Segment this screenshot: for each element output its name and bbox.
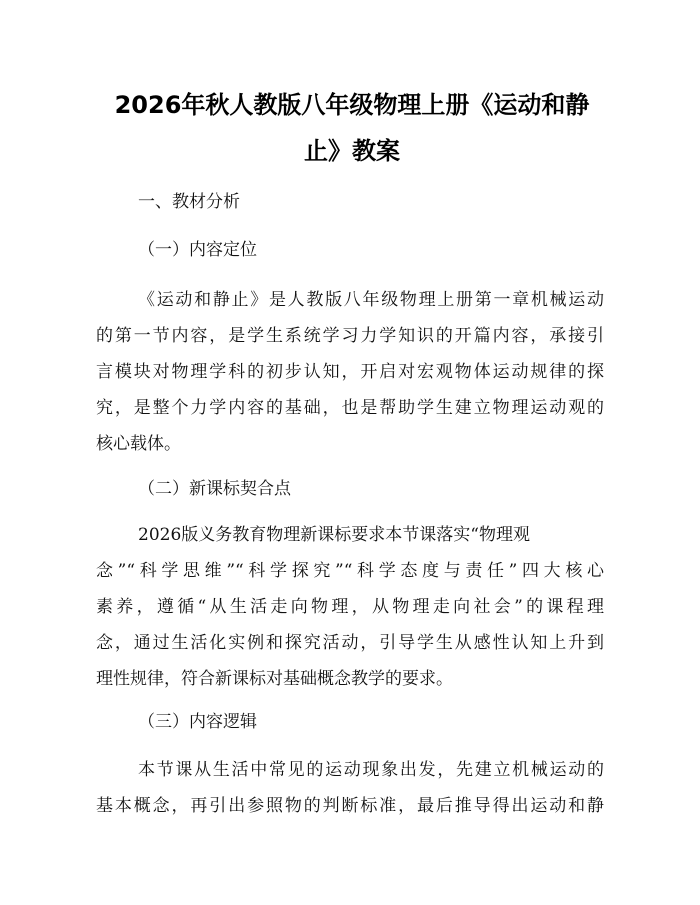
paragraph-content-positioning (96, 282, 604, 462)
paragraph-line: 言模块对物理学科的初步认知，开启对宏观物体运动规律的探 (96, 362, 604, 382)
paragraph-line: 2026版义务教育物理新课标要求本节课落实“物理观 (138, 525, 530, 545)
paragraph-line: 念，通过生活化实例和探究活动，引导学生从感性认知上升到 (96, 633, 604, 653)
paragraph-line: 究，是整个力学内容的基础，也是帮助学生建立物理运动观的 (96, 398, 604, 418)
paragraph-line: 理性规律，符合新课标对基础概念教学的要求。 (96, 669, 453, 689)
paragraph-line: 的第一节内容，是学生系统学习力学知识的开篇内容，承接引 (96, 326, 604, 346)
paragraph-line: 素养，遵循“从生活走向物理，从物理走向社会”的课程理 (96, 597, 604, 617)
document-title (96, 82, 608, 174)
paragraph-line: 念”“科学思维”“科学探究”“科学态度与责任”四大核心 (96, 561, 604, 581)
paragraph-line: 本节课从生活中常见的运动现象出发，先建立机械运动的 (138, 760, 604, 780)
paragraph-line: 基本概念，再引出参照物的判断标准，最后推导得出运动和静 (96, 796, 604, 816)
title-line-1: 2026年秋人教版八年级物理上册《运动和静 (114, 91, 590, 119)
title-line-2: 止》教案 (304, 137, 400, 165)
paragraph-line: 《运动和静止》是人教版八年级物理上册第一章机械运动 (138, 290, 604, 310)
paragraph-content-logic (96, 752, 604, 824)
paragraph-line: 核心载体。 (96, 434, 181, 454)
subsection-heading-content-positioning: （一）内容定位 (138, 240, 257, 260)
subsection-heading-curriculum-fit: （二）新课标契合点 (138, 479, 291, 499)
paragraph-curriculum-fit (96, 517, 604, 697)
subsection-heading-content-logic: （三）内容逻辑 (138, 712, 257, 732)
section-heading-textbook-analysis: 一、教材分析 (138, 192, 240, 212)
